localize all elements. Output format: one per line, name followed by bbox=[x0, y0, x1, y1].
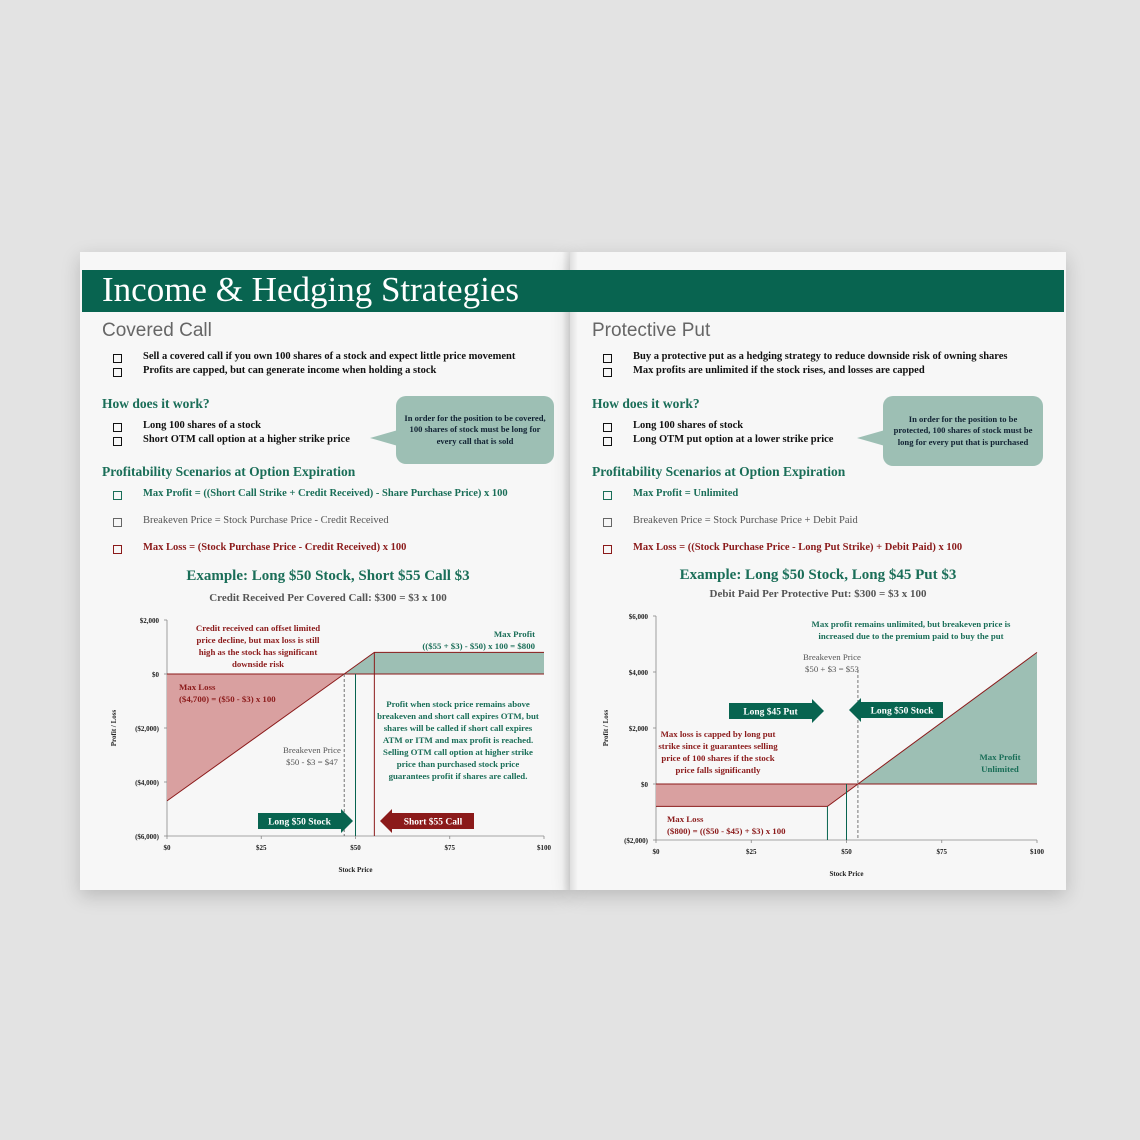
breakeven-annotation: $50 - $3 = $47 bbox=[286, 757, 338, 767]
y-axis-label: Profit / Loss bbox=[602, 709, 610, 747]
profit-annotation: shares will be called if short call expires bbox=[383, 723, 533, 733]
page-title: Income & Hedging Strategies bbox=[102, 270, 519, 309]
x-tick-label: $100 bbox=[1030, 848, 1044, 856]
capped-annotation: strike since it guarantees selling bbox=[658, 741, 778, 751]
book-spine bbox=[562, 252, 578, 890]
y-tick-label: $0 bbox=[152, 671, 159, 679]
covered-call-bullet: Sell a covered call if you own 100 shares of a stock and expect little price movement bbox=[143, 351, 516, 362]
max-loss-annotation: Max Loss bbox=[179, 682, 216, 692]
profit-annotation: price than purchased stock price bbox=[396, 759, 520, 769]
checkbox-icon bbox=[603, 491, 612, 500]
credit-annotation: Credit received can offset limited bbox=[195, 623, 321, 633]
x-tick-label: $50 bbox=[350, 844, 361, 852]
capped-annotation: price falls significantly bbox=[675, 765, 761, 775]
checkbox-icon bbox=[113, 491, 122, 500]
x-tick-label: $75 bbox=[444, 844, 455, 852]
y-tick-label: ($4,000) bbox=[135, 779, 159, 787]
unlimited-annotation: increased due to the premium paid to buy the put bbox=[818, 631, 1004, 641]
profit-annotation: Profit when stock price remains above bbox=[386, 699, 530, 709]
credit-annotation: downside risk bbox=[231, 659, 285, 669]
max-profit-annotation: Unlimited bbox=[981, 764, 1019, 774]
y-tick-label: $2,000 bbox=[139, 617, 159, 625]
y-tick-label: ($2,000) bbox=[624, 837, 648, 845]
max-loss-annotation: Max Loss bbox=[667, 814, 704, 824]
checkbox-icon bbox=[113, 545, 122, 554]
x-axis-label: Stock Price bbox=[829, 870, 864, 878]
protective-put-chart bbox=[592, 606, 1054, 878]
y-tick-label: $6,000 bbox=[628, 613, 648, 621]
covered-call-how-bullet: Short OTM call option at a higher strike price bbox=[143, 434, 350, 445]
covered-call-scenarios-title: Profitability Scenarios at Option Expiration bbox=[102, 464, 356, 479]
y-tick-label: ($2,000) bbox=[135, 725, 159, 733]
covered-call-title: Covered Call bbox=[102, 320, 212, 341]
y-axis-label: Profit / Loss bbox=[110, 709, 118, 747]
breakeven-annotation: Breakeven Price bbox=[283, 745, 341, 755]
y-tick-label: $0 bbox=[641, 781, 648, 789]
covered-call-bullet: Profits are capped, but can generate income when holding a stock bbox=[143, 365, 437, 376]
checkbox-icon bbox=[603, 518, 612, 527]
x-axis-label: Stock Price bbox=[338, 866, 373, 874]
checkbox-icon bbox=[603, 368, 612, 377]
short-call-arrow-label: Short $55 Call bbox=[403, 817, 463, 828]
checkbox-icon bbox=[603, 545, 612, 554]
max-profit-annotation: Max Profit bbox=[979, 752, 1021, 762]
protective-put-how-bullet: Long OTM put option at a lower strike price bbox=[633, 434, 834, 445]
covered-call-bubble: In order for the position to be covered, 100 shares of stock must be long for every call that is sold bbox=[396, 396, 554, 464]
long-stock-arrow-label: Long $50 Stock bbox=[268, 817, 331, 828]
checkbox-icon bbox=[113, 518, 122, 527]
loss-area bbox=[656, 784, 858, 806]
unlimited-annotation: Max profit remains unlimited, but breakeven price is bbox=[811, 619, 1011, 629]
protective-put-how-bullet: Long 100 shares of stock bbox=[633, 420, 744, 431]
protective-put-how-title: How does it work? bbox=[592, 396, 700, 411]
y-tick-label: $4,000 bbox=[628, 669, 648, 677]
credit-annotation: price decline, but max loss is still bbox=[196, 635, 320, 645]
x-tick-label: $25 bbox=[746, 848, 757, 856]
title-banner-right bbox=[570, 270, 1064, 312]
protective-put-max-profit: Max Profit = Unlimited bbox=[633, 488, 739, 499]
capped-annotation: price of 100 shares if the stock bbox=[661, 753, 775, 763]
covered-call-chart bbox=[100, 610, 562, 882]
x-tick-label: $100 bbox=[537, 844, 551, 852]
protective-put-bullet: Buy a protective put as a hedging strategy to reduce downside risk of owning shares bbox=[633, 351, 1008, 362]
protective-put-bubble: In order for the position to be protected, 100 shares of stock must be long for every put that is purchased bbox=[883, 396, 1043, 466]
protective-put-breakeven: Breakeven Price = Stock Purchase Price + Debit Paid bbox=[633, 515, 858, 526]
max-profit-annotation: Max Profit bbox=[493, 629, 535, 639]
long-put-arrow-label: Long $45 Put bbox=[743, 707, 798, 718]
x-tick-label: $25 bbox=[256, 844, 267, 852]
capped-annotation: Max loss is capped by long put bbox=[660, 729, 776, 739]
profit-annotation: ATM or ITM and max profit is reached. bbox=[382, 735, 534, 745]
profit-annotation: breakeven and short call expires OTM, but bbox=[377, 711, 539, 721]
covered-call-how-title: How does it work? bbox=[102, 396, 210, 411]
checkbox-icon bbox=[603, 437, 612, 446]
protective-put-max-loss: Max Loss = ((Stock Purchase Price - Long Put Strike) + Debit Paid) x 100 bbox=[633, 542, 963, 553]
protective-put-bullet: Max profits are unlimited if the stock rises, and losses are capped bbox=[633, 365, 925, 376]
profit-annotation: guarantees profit if shares are called. bbox=[388, 771, 528, 781]
max-profit-annotation: (($55 + $3) - $50) x 100 = $800 bbox=[422, 641, 535, 651]
x-tick-label: $50 bbox=[841, 848, 852, 856]
covered-call-max-profit: Max Profit = ((Short Call Strike + Credit Received) - Share Purchase Price) x 100 bbox=[143, 488, 508, 499]
profit-annotation: Selling OTM call option at higher strike bbox=[383, 747, 533, 757]
covered-call-breakeven: Breakeven Price = Stock Purchase Price - Credit Received bbox=[143, 515, 389, 526]
covered-call-max-loss: Max Loss = (Stock Purchase Price - Credit Received) x 100 bbox=[143, 542, 407, 553]
covered-call-example-sub: Credit Received Per Covered Call: $300 = $3 x 100 bbox=[209, 592, 447, 604]
protective-put-title: Protective Put bbox=[592, 320, 711, 341]
y-tick-label: ($6,000) bbox=[135, 833, 159, 841]
protective-put-scenarios-title: Profitability Scenarios at Option Expiration bbox=[592, 464, 846, 479]
breakeven-annotation: $50 + $3 = $53 bbox=[805, 664, 859, 674]
checkbox-icon bbox=[113, 437, 122, 446]
max-loss-annotation: ($4,700) = ($50 - $3) x 100 bbox=[179, 694, 276, 704]
credit-annotation: high as the stock has significant bbox=[198, 647, 318, 657]
x-tick-label: $0 bbox=[652, 848, 660, 856]
checkbox-icon bbox=[603, 354, 612, 363]
protective-put-example-title: Example: Long $50 Stock, Long $45 Put $3 bbox=[679, 567, 957, 583]
max-loss-annotation: ($800) = (($50 - $45) + $3) x 100 bbox=[667, 826, 786, 836]
long-stock-arrow-label: Long $50 Stock bbox=[870, 706, 934, 717]
x-tick-label: $75 bbox=[936, 848, 947, 856]
checkbox-icon bbox=[113, 354, 122, 363]
x-tick-label: $0 bbox=[163, 844, 171, 852]
checkbox-icon bbox=[603, 423, 612, 432]
breakeven-annotation: Breakeven Price bbox=[803, 652, 861, 662]
checkbox-icon bbox=[113, 423, 122, 432]
covered-call-how-bullet: Long 100 shares of a stock bbox=[143, 420, 261, 431]
covered-call-example-title: Example: Long $50 Stock, Short $55 Call $3 bbox=[186, 568, 470, 584]
y-tick-label: $2,000 bbox=[628, 725, 648, 733]
checkbox-icon bbox=[113, 368, 122, 377]
protective-put-example-sub: Debit Paid Per Protective Put: $300 = $3 x 100 bbox=[709, 588, 927, 600]
